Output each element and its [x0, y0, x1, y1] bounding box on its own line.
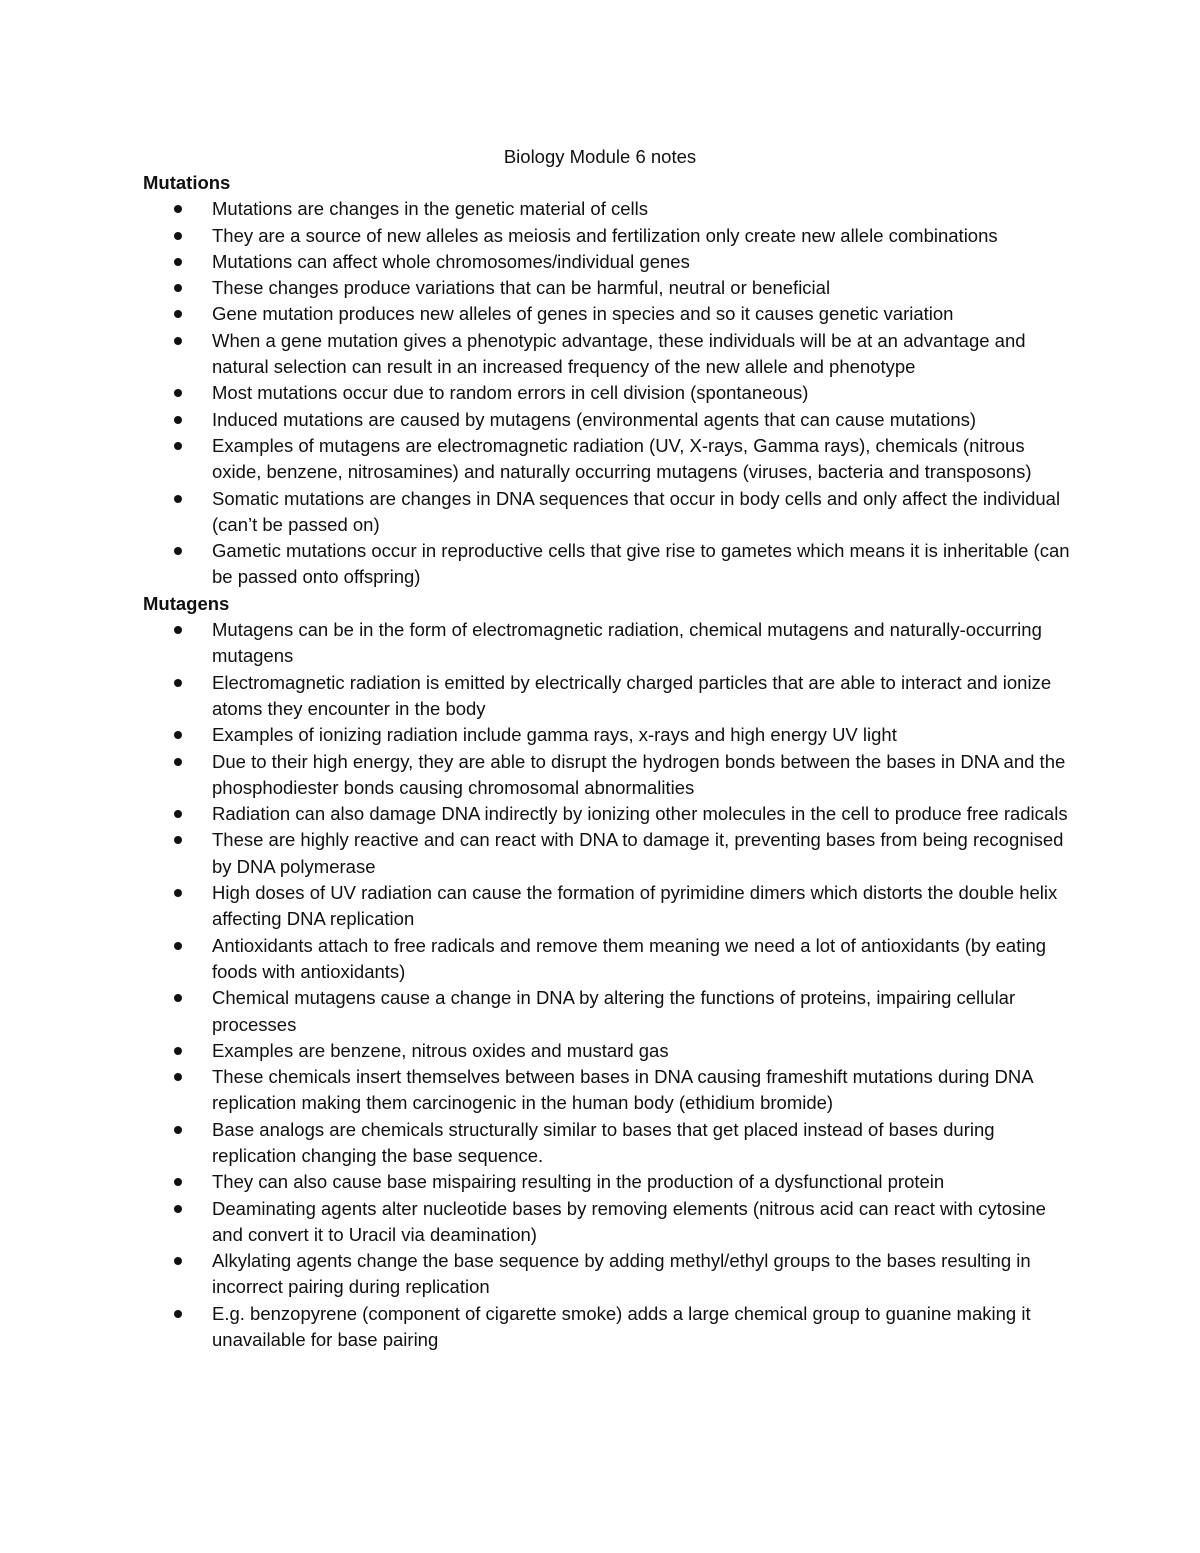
- list-item: [143, 933, 1073, 986]
- list-item-text: These are highly reactive and can react with DNA to damage it, preventing bases from being recognised by DNA polymerase: [212, 829, 1064, 877]
- list-item-text: Chemical mutagens cause a change in DNA by altering the functions of proteins, impairing cellular processes: [212, 987, 1016, 1035]
- list-item: [143, 880, 1073, 933]
- section-heading: Mutagens: [143, 592, 230, 614]
- bullet-icon: [174, 1310, 182, 1318]
- list-item-text: Electromagnetic radiation is emitted by electrically charged particles that are able to interact and ionize atoms they encounter in the body: [212, 671, 1052, 719]
- bullet-icon: [174, 389, 182, 397]
- list-item-text: Mutations are changes in the genetic material of cells: [212, 198, 649, 220]
- list-item: [143, 1301, 1073, 1354]
- list-item-text: Examples of ionizing radiation include gamma rays, x-rays and high energy UV light: [212, 724, 897, 746]
- bullet-icon: [174, 205, 182, 213]
- list-item: [143, 722, 1073, 748]
- list-item: [143, 1064, 1073, 1117]
- bullet-icon: [174, 810, 182, 818]
- bullet-icon: [174, 258, 182, 266]
- list-item-text: High doses of UV radiation can cause the formation of pyrimidine dimers which distorts the double helix affecting DNA replication: [212, 882, 1058, 930]
- list-item-text: Gametic mutations occur in reproductive cells that give rise to gametes which means it is inheritable (can be passed onto offspring): [212, 540, 1070, 588]
- list-item: [143, 749, 1073, 802]
- list-item: [143, 196, 1073, 222]
- list-item-text: Examples are benzene, nitrous oxides and mustard gas: [212, 1039, 669, 1061]
- list-item: [143, 827, 1073, 880]
- list-item-text: Alkylating agents change the base sequence by adding methyl/ethyl groups to the bases resulting in incorrect pairing during replication: [212, 1250, 1031, 1298]
- list-item: [143, 617, 1073, 670]
- document-title: Biology Module 6 notes: [503, 146, 697, 167]
- list-item: [143, 670, 1073, 723]
- bullet-icon: [174, 495, 182, 503]
- bullet-icon: [174, 284, 182, 292]
- list-item-text: Most mutations occur due to random errors in cell division (spontaneous): [212, 382, 809, 404]
- section-mutations: [143, 170, 1073, 591]
- list-item: [143, 486, 1073, 539]
- bullet-icon: [174, 310, 182, 318]
- bullet-icon: [174, 1073, 182, 1081]
- bullet-icon: [174, 232, 182, 240]
- list-item-text: They are a source of new alleles as meiosis and fertilization only create new allele combinations: [212, 224, 998, 246]
- bullet-icon: [174, 889, 182, 897]
- section-mutagens: [143, 591, 1073, 1354]
- bullet-icon: [174, 626, 182, 634]
- list-item: [143, 538, 1073, 591]
- bullet-icon: [174, 1205, 182, 1213]
- list-item: [143, 328, 1073, 381]
- list-item: [143, 1196, 1073, 1249]
- list-item-text: Somatic mutations are changes in DNA sequences that occur in body cells and only affect the individual (can’t be passed on): [212, 487, 1061, 535]
- bullet-icon: [174, 758, 182, 766]
- list-item-text: Examples of mutagens are electromagnetic radiation (UV, X-rays, Gamma rays), chemicals (nitrous oxide, benzene, nitrosamines) and naturally occurring mutagens (viruses, bacteria and transposons): [212, 434, 1032, 483]
- list-item: [143, 380, 1073, 406]
- bullet-icon: [174, 547, 182, 555]
- list-item-text: E.g. benzopyrene (component of cigarette smoke) adds a large chemical group to guanine making it unavailable for base pairing: [212, 1302, 1031, 1351]
- list-item-text: Gene mutation produces new alleles of genes in species and so it causes genetic variation: [212, 303, 954, 325]
- list-item: [143, 223, 1073, 249]
- bullet-icon: [174, 1047, 182, 1055]
- document-body: [143, 170, 1073, 1353]
- list-item: [143, 1038, 1073, 1064]
- bullet-list: [143, 617, 1073, 1353]
- list-item-text: Base analogs are chemicals structurally similar to bases that get placed instead of bases during replication changing the base sequence.: [212, 1118, 995, 1166]
- bullet-icon: [174, 731, 182, 739]
- section-heading: Mutations: [143, 172, 231, 193]
- list-item-text: Antioxidants attach to free radicals and remove them meaning we need a lot of antioxidants (by eating foods with antioxidants): [212, 934, 1047, 982]
- list-item-text: Due to their high energy, they are able to disrupt the hydrogen bonds between the bases in DNA and the phosphodiester bonds causing chromosomal abnormalities: [212, 750, 1066, 798]
- bullet-icon: [174, 337, 182, 345]
- bullet-icon: [174, 1126, 182, 1134]
- list-item: [143, 407, 1073, 433]
- list-item: [143, 801, 1073, 827]
- bullet-icon: [174, 1178, 182, 1186]
- bullet-icon: [174, 679, 182, 687]
- list-item: [143, 249, 1073, 275]
- list-item-text: Induced mutations are caused by mutagens (environmental agents that can cause mutations): [212, 408, 977, 430]
- list-item-text: These changes produce variations that can be harmful, neutral or beneficial: [212, 277, 831, 299]
- list-item-text: These chemicals insert themselves between bases in DNA causing frameshift mutations during DNA replication making them carcinogenic in the human body (ethidium bromide): [212, 1066, 1033, 1114]
- list-item-text: Mutagens can be in the form of electromagnetic radiation, chemical mutagens and naturally-occurring mutagens: [212, 619, 1042, 667]
- list-item: [143, 1169, 1073, 1195]
- bullet-icon: [174, 836, 182, 844]
- list-item-text: They can also cause base mispairing resulting in the production of a dysfunctional protein: [212, 1171, 945, 1193]
- list-item: [143, 301, 1073, 327]
- bullet-list: [143, 196, 1073, 590]
- list-item-text: Deaminating agents alter nucleotide bases by removing elements (nitrous acid can react with cytosine and convert it to Uracil via deamination): [212, 1197, 1046, 1245]
- list-item-text: When a gene mutation gives a phenotypic advantage, these individuals will be at an advantage and natural selection can result in an increased frequency of the new allele and phenotype: [212, 329, 1026, 378]
- bullet-icon: [174, 942, 182, 950]
- list-item-text: Mutations can affect whole chromosomes/individual genes: [212, 250, 690, 272]
- list-item: [143, 1248, 1073, 1301]
- list-item: [143, 985, 1073, 1038]
- bullet-icon: [174, 994, 182, 1002]
- bullet-icon: [174, 1257, 182, 1265]
- bullet-icon: [174, 416, 182, 424]
- list-item-text: Radiation can also damage DNA indirectly by ionizing other molecules in the cell to produce free radicals: [212, 803, 1068, 825]
- list-item: [143, 275, 1073, 301]
- list-item: [143, 1117, 1073, 1170]
- list-item: [143, 433, 1073, 486]
- bullet-icon: [174, 442, 182, 450]
